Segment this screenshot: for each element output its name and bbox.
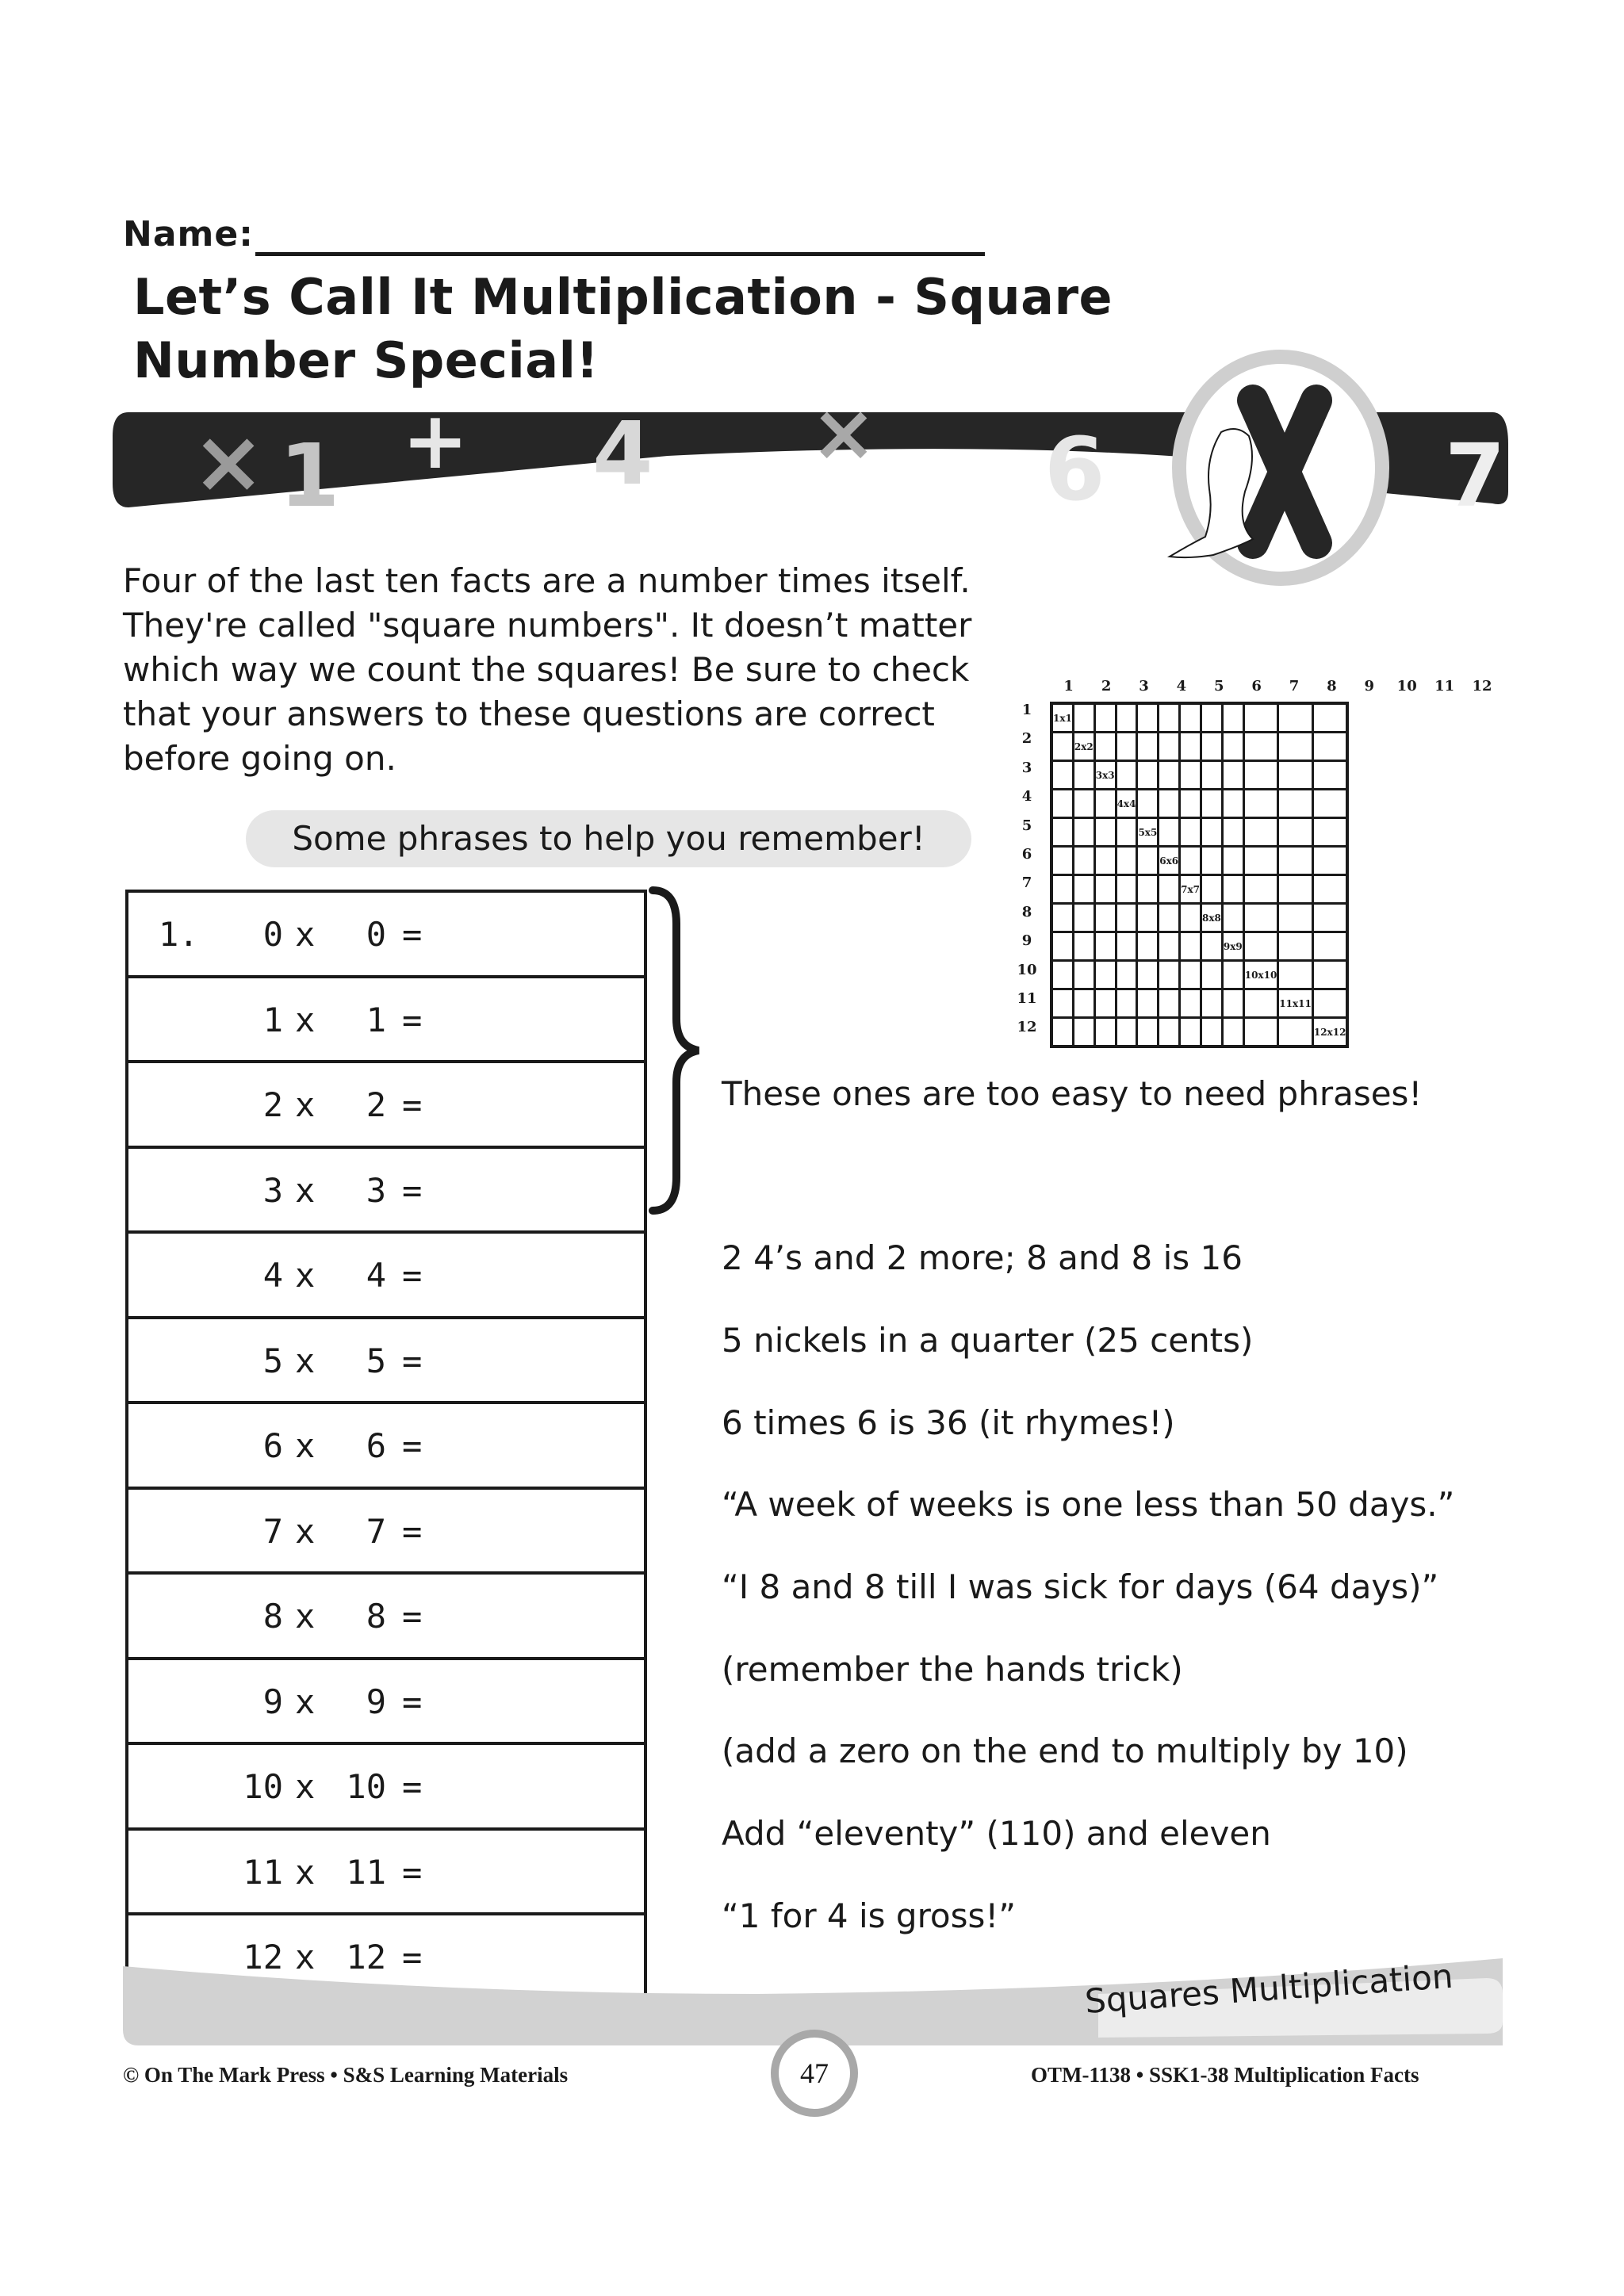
fact-eq: = (402, 1511, 423, 1551)
grid-cell[interactable] (1116, 875, 1137, 904)
grid-cell[interactable] (1243, 703, 1278, 733)
fact-row (127, 1488, 645, 1574)
grid-cell[interactable] (1201, 932, 1223, 961)
grid-cell[interactable] (1116, 703, 1137, 733)
grid-cell[interactable] (1137, 733, 1159, 761)
grid-cell[interactable] (1073, 761, 1094, 790)
grid-row (1051, 847, 1347, 875)
svg-text:6: 6 (1044, 419, 1105, 515)
fact-eq: = (402, 1852, 423, 1892)
grid-row (1051, 703, 1347, 733)
grid-cell[interactable] (1051, 761, 1073, 790)
fact-b: 6 (366, 1426, 386, 1465)
fact-cell[interactable] (127, 1488, 645, 1574)
fact-a: 12 (243, 1938, 283, 1976)
grid-cell[interactable] (1094, 703, 1116, 733)
fact-op: x (295, 1085, 316, 1124)
grid-cell[interactable] (1312, 790, 1347, 818)
grid-cell[interactable] (1278, 761, 1313, 790)
grid-cell[interactable] (1180, 733, 1201, 761)
grid-cell[interactable] (1243, 875, 1278, 904)
fact-row (127, 1062, 645, 1147)
fact-a: 5 (262, 1341, 283, 1380)
grid-cell[interactable] (1159, 703, 1180, 733)
grid-cell[interactable] (1243, 790, 1278, 818)
grid-cell[interactable] (1243, 761, 1278, 790)
grid-cell[interactable] (1073, 847, 1094, 875)
fact-a: 3 (262, 1170, 283, 1210)
product-code: OTM-1138 • SSK1-38 Multiplication Facts (1031, 2063, 1419, 2087)
section-tag: Squares Multiplication (1083, 1956, 1454, 2021)
grid-cell[interactable] (1051, 989, 1073, 1018)
fact-b: 12 (346, 1938, 386, 1976)
grid-cell[interactable] (1116, 989, 1137, 1018)
grid-cell[interactable] (1159, 733, 1180, 761)
phrase-5x5: 5 nickels in a quarter (25 cents) (722, 1321, 1254, 1360)
phrase-10x10: (add a zero on the end to multiply by 10) (722, 1732, 1408, 1770)
fact-a: 8 (262, 1597, 283, 1636)
fact-a: 7 (262, 1511, 283, 1551)
fact-a: 6 (262, 1426, 283, 1465)
grid-cell[interactable] (1222, 733, 1243, 761)
intro-line: Four of the last ten facts are a number times itself. (123, 561, 971, 600)
fact-b: 2 (366, 1085, 386, 1124)
svg-text:4: 4 (592, 412, 653, 504)
fact-cell[interactable] (127, 1147, 645, 1233)
grid-cell[interactable] (1159, 818, 1180, 847)
grid-cell[interactable] (1116, 733, 1137, 761)
fact-eq: = (402, 1341, 423, 1380)
fact-op: x (295, 1767, 316, 1806)
phrase-6x6: 6 times 6 is 36 (it rhymes!) (722, 1403, 1175, 1442)
grid-table (1050, 702, 1349, 1048)
grid-cell[interactable] (1116, 761, 1137, 790)
grid-cell[interactable] (1243, 932, 1278, 961)
grid-cell[interactable] (1051, 790, 1073, 818)
fact-b: 1 (366, 1000, 386, 1039)
grid-cell[interactable] (1159, 932, 1180, 961)
grid-cell[interactable] (1180, 904, 1201, 932)
fact-num: 1. (159, 915, 199, 954)
fact-cell[interactable] (127, 1659, 645, 1744)
grid-cell[interactable] (1159, 875, 1180, 904)
grid-cell[interactable] (1094, 847, 1116, 875)
grid-cell[interactable] (1201, 875, 1223, 904)
grid-cell[interactable] (1137, 961, 1159, 989)
grid-cell[interactable] (1180, 818, 1201, 847)
grid-cell[interactable] (1222, 818, 1243, 847)
grid-row (1051, 761, 1347, 790)
times-icon: × (810, 412, 877, 479)
fact-cell[interactable] (127, 1402, 645, 1488)
grid-cell[interactable] (1116, 961, 1137, 989)
grid-cell[interactable]: 2x2 (1073, 733, 1094, 761)
kangaroo-mascot-icon (1166, 345, 1396, 591)
intro-paragraph (123, 559, 1051, 781)
fact-row (127, 1402, 645, 1488)
grid-cell[interactable] (1312, 733, 1347, 761)
name-label: Name: (123, 214, 254, 254)
copyright: © On The Mark Press • S&S Learning Materials (123, 2063, 569, 2087)
grid-cell[interactable] (1312, 818, 1347, 847)
grid-cell[interactable] (1073, 703, 1094, 733)
grid-cell[interactable] (1312, 961, 1347, 989)
grid-column-headers: 1 2 3 4 5 6 7 8 9 10 11 12 (1063, 678, 1492, 695)
fact-cell[interactable] (127, 1743, 645, 1829)
fact-eq: = (402, 1597, 423, 1636)
grid-cell[interactable] (1159, 961, 1180, 989)
fact-b: 3 (366, 1170, 386, 1210)
fact-op: x (295, 1682, 316, 1721)
phrase-12x12: “1 for 4 is gross!” (722, 1896, 1016, 1935)
fact-eq: = (402, 1000, 423, 1039)
grid-cell[interactable] (1222, 1018, 1243, 1047)
grid-cell[interactable] (1201, 703, 1223, 733)
fact-cell[interactable] (127, 1829, 645, 1915)
grid-cell[interactable] (1243, 989, 1278, 1018)
fact-b: 4 (366, 1256, 386, 1295)
fact-a: 2 (262, 1085, 283, 1124)
grid-cell[interactable] (1278, 818, 1313, 847)
fact-b: 0 (366, 915, 386, 954)
grid-cell[interactable] (1051, 932, 1073, 961)
fact-eq: = (402, 1767, 423, 1806)
grid-cell[interactable] (1094, 1018, 1116, 1047)
grid-cell[interactable] (1073, 904, 1094, 932)
grid-cell[interactable] (1073, 875, 1094, 904)
fact-row (127, 1232, 645, 1318)
intro-line: They're called "square numbers". It doesn’t matter (123, 606, 972, 645)
grid-row (1051, 961, 1347, 989)
grid-cell[interactable] (1051, 875, 1073, 904)
grid-cell[interactable] (1312, 761, 1347, 790)
grid-cell[interactable] (1137, 904, 1159, 932)
fact-op: x (295, 1511, 316, 1551)
grid-cell[interactable] (1094, 875, 1116, 904)
fact-cell[interactable] (127, 1318, 645, 1403)
phrase-4x4: 2 4’s and 2 more; 8 and 8 is 16 (722, 1238, 1243, 1277)
grid-row-headers: 1 2 3 4 5 6 7 8 9 10 11 12 (1017, 702, 1037, 1036)
grid-cell[interactable] (1051, 818, 1073, 847)
fact-op: x (295, 1938, 316, 1976)
grid-cell[interactable] (1312, 847, 1347, 875)
fact-b: 5 (366, 1341, 386, 1380)
intro-line: before going on. (123, 739, 396, 778)
grid-cell[interactable] (1051, 847, 1073, 875)
fact-cell[interactable] (127, 891, 645, 977)
grid-cell[interactable] (1278, 1018, 1313, 1047)
grid-cell[interactable] (1051, 904, 1073, 932)
grid-cell[interactable] (1180, 932, 1201, 961)
page-number: 47 (771, 2030, 858, 2117)
plus-icon: + (402, 412, 469, 487)
fact-row (127, 1147, 645, 1233)
fact-op: x (295, 1426, 316, 1465)
intro-line: that your answers to these questions are correct (123, 695, 935, 733)
grid-row (1051, 875, 1347, 904)
fact-op: x (295, 1000, 316, 1039)
grid-cell[interactable] (1094, 904, 1116, 932)
facts-table (125, 890, 647, 2001)
grid-cell[interactable] (1312, 989, 1347, 1018)
grid-cell[interactable] (1073, 932, 1094, 961)
grid-cell[interactable] (1137, 761, 1159, 790)
name-input-line[interactable] (255, 252, 985, 256)
grid-cell[interactable] (1201, 847, 1223, 875)
grid-cell[interactable] (1159, 904, 1180, 932)
times-icon: × (192, 412, 266, 512)
fact-b: 10 (346, 1767, 386, 1806)
grid-cell[interactable] (1180, 790, 1201, 818)
grid-cell[interactable]: 7x7 (1180, 875, 1201, 904)
fact-a: 0 (262, 915, 283, 954)
grid-cell[interactable] (1180, 847, 1201, 875)
fact-row (127, 1318, 645, 1403)
fact-cell[interactable] (127, 977, 645, 1062)
grid-cell[interactable] (1312, 904, 1347, 932)
fact-eq: = (402, 1085, 423, 1124)
fact-op: x (295, 915, 316, 954)
grid-cell[interactable]: 5x5 (1137, 818, 1159, 847)
grid-cell[interactable] (1278, 932, 1313, 961)
fact-cell[interactable] (127, 1573, 645, 1659)
fact-a: 4 (262, 1256, 283, 1295)
fact-row (127, 977, 645, 1062)
fact-row (127, 1573, 645, 1659)
grid-cell[interactable] (1278, 904, 1313, 932)
grid-cell[interactable]: 1x1 (1051, 703, 1073, 733)
grid-cell[interactable] (1094, 932, 1116, 961)
grid-cell[interactable] (1201, 790, 1223, 818)
title-line-1: Let’s Call It Multiplication - Square (133, 268, 1113, 326)
grid-cell[interactable] (1222, 703, 1243, 733)
grid-cell[interactable] (1278, 733, 1313, 761)
grid-cell[interactable] (1137, 847, 1159, 875)
title-line-2: Number Special! (133, 331, 599, 389)
grid-cell[interactable] (1180, 961, 1201, 989)
grid-cell[interactable] (1201, 1018, 1223, 1047)
grid-cell[interactable] (1159, 1018, 1180, 1047)
fact-a: 9 (262, 1682, 283, 1721)
grid-cell[interactable] (1243, 904, 1278, 932)
grid-cell[interactable] (1201, 733, 1223, 761)
grid-cell[interactable] (1073, 961, 1094, 989)
grid-cell[interactable] (1312, 875, 1347, 904)
grid-cell[interactable] (1051, 1018, 1073, 1047)
fact-eq: = (402, 1170, 423, 1210)
phrase-7x7: “A week of weeks is one less than 50 days.” (722, 1485, 1455, 1524)
grid-cell[interactable] (1116, 847, 1137, 875)
fact-op: x (295, 1597, 316, 1636)
grid-row (1051, 932, 1347, 961)
grid-cell[interactable] (1137, 1018, 1159, 1047)
grid-cell[interactable] (1201, 761, 1223, 790)
grid-cell[interactable] (1137, 790, 1159, 818)
grid-cell[interactable] (1094, 989, 1116, 1018)
phrase-11x11: Add “eleventy” (110) and eleven (722, 1814, 1271, 1853)
grid-row (1051, 818, 1347, 847)
grid-cell[interactable]: 9x9 (1222, 932, 1243, 961)
fact-row (127, 1659, 645, 1744)
grid-cell[interactable]: 4x4 (1116, 790, 1137, 818)
fact-op: x (295, 1341, 316, 1380)
fact-cell[interactable] (127, 1232, 645, 1318)
svg-text:7: 7 (1445, 425, 1506, 515)
grid-cell[interactable] (1116, 932, 1137, 961)
fact-cell[interactable] (127, 1062, 645, 1147)
grid-cell[interactable] (1159, 989, 1180, 1018)
grid-cell[interactable]: 6x6 (1159, 847, 1180, 875)
grid-cell[interactable] (1222, 989, 1243, 1018)
grid-cell[interactable] (1051, 733, 1073, 761)
grid-row (1051, 904, 1347, 932)
grid-cell[interactable] (1094, 733, 1116, 761)
grid-cell[interactable]: 11x11 (1278, 989, 1313, 1018)
fact-a: 11 (243, 1852, 283, 1892)
fact-b: 9 (366, 1682, 386, 1721)
grid-cell[interactable]: 8x8 (1201, 904, 1223, 932)
fact-row (127, 1743, 645, 1829)
grid-cell[interactable] (1116, 1018, 1137, 1047)
grid-cell[interactable] (1159, 761, 1180, 790)
grid-cell[interactable] (1137, 875, 1159, 904)
grid-cell[interactable]: 10x10 (1243, 961, 1278, 989)
fact-eq: = (402, 1682, 423, 1721)
fact-b: 11 (346, 1852, 386, 1892)
grid-cell[interactable] (1094, 790, 1116, 818)
grid-cell[interactable] (1116, 818, 1137, 847)
fact-eq: = (402, 1256, 423, 1295)
grid-cell[interactable] (1051, 961, 1073, 989)
grid-cell[interactable] (1312, 703, 1347, 733)
grid-cell[interactable] (1180, 703, 1201, 733)
fact-b: 7 (366, 1511, 386, 1551)
grid-cell[interactable] (1180, 761, 1201, 790)
grid-cell[interactable] (1243, 818, 1278, 847)
grid-row (1051, 1018, 1347, 1047)
fact-row (127, 1829, 645, 1915)
grid-cell[interactable] (1222, 961, 1243, 989)
grid-cell[interactable] (1094, 961, 1116, 989)
intro-line: which way we count the squares! Be sure to check (123, 650, 970, 689)
grid-cell[interactable] (1278, 790, 1313, 818)
grid-cell[interactable] (1243, 1018, 1278, 1047)
grid-row (1051, 733, 1347, 761)
grid-cell[interactable] (1278, 703, 1313, 733)
fact-a: 1 (262, 1000, 283, 1039)
grid-cell[interactable] (1180, 989, 1201, 1018)
grid-cell[interactable] (1094, 818, 1116, 847)
grid-cell[interactable] (1137, 703, 1159, 733)
grid-cell[interactable] (1159, 790, 1180, 818)
fact-op: x (295, 1170, 316, 1210)
fact-eq: = (402, 1426, 423, 1465)
grid-cell[interactable] (1278, 961, 1313, 989)
grid-cell[interactable] (1201, 818, 1223, 847)
grid-cell[interactable] (1222, 847, 1243, 875)
grid-cell[interactable] (1243, 847, 1278, 875)
curly-brace-icon (646, 884, 710, 1217)
grid-cell[interactable] (1278, 847, 1313, 875)
grid-cell[interactable] (1201, 961, 1223, 989)
phrase-8x8: “I 8 and 8 till I was sick for days (64 days)” (722, 1567, 1439, 1606)
phrase-9x9: (remember the hands trick) (722, 1650, 1183, 1689)
grid-cell[interactable] (1137, 932, 1159, 961)
grid-cell[interactable] (1312, 932, 1347, 961)
grid-cell[interactable]: 3x3 (1094, 761, 1116, 790)
brace-note: These ones are too easy to need phrases! (722, 1074, 1423, 1113)
grid-cell[interactable] (1073, 1018, 1094, 1047)
grid-cell[interactable] (1243, 733, 1278, 761)
fact-b: 8 (366, 1597, 386, 1636)
grid-cell[interactable]: 12x12 (1312, 1018, 1347, 1047)
fact-op: x (295, 1852, 316, 1892)
grid-row (1051, 989, 1347, 1018)
grid-cell[interactable] (1116, 904, 1137, 932)
grid-cell[interactable] (1073, 989, 1094, 1018)
grid-cell[interactable] (1137, 989, 1159, 1018)
fact-a: 10 (243, 1767, 283, 1806)
fact-eq: = (402, 915, 423, 954)
fact-op: x (295, 1256, 316, 1295)
svg-text:1: 1 (279, 425, 340, 515)
fact-eq: = (402, 1938, 423, 1976)
phrases-heading-pill: Some phrases to help you remember! (246, 810, 971, 867)
fact-row (127, 891, 645, 977)
grid-cell[interactable] (1180, 1018, 1201, 1047)
grid-cell[interactable] (1222, 904, 1243, 932)
grid-cell[interactable] (1073, 818, 1094, 847)
grid-cell[interactable] (1222, 875, 1243, 904)
grid-cell[interactable] (1278, 875, 1313, 904)
grid-cell[interactable] (1222, 790, 1243, 818)
grid-row (1051, 790, 1347, 818)
page-title (133, 266, 1124, 392)
grid-cell[interactable] (1201, 989, 1223, 1018)
grid-cell[interactable] (1073, 790, 1094, 818)
grid-cell[interactable] (1222, 761, 1243, 790)
